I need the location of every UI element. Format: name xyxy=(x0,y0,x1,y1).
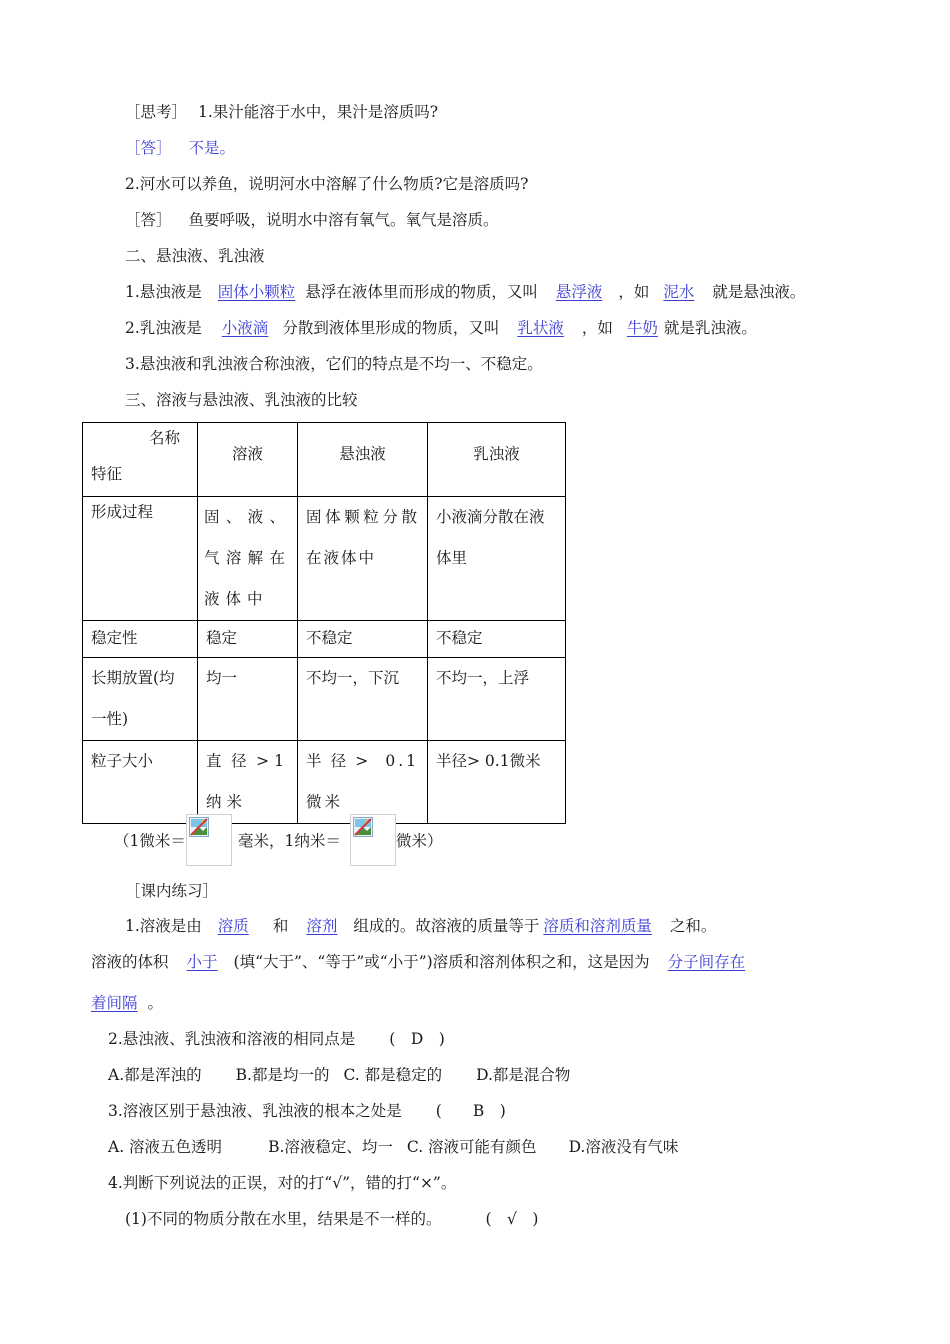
fill-answer: 泥水 xyxy=(663,283,695,301)
section-2-heading: 二、悬浊液、乳浊液 xyxy=(125,247,265,265)
broken-image-icon xyxy=(186,814,232,866)
text: ，如 xyxy=(618,283,650,301)
question-text: 3.溶液区别于悬浊液、乳浊液的根本之处是 xyxy=(108,1102,402,1120)
unit-note-part-2: 毫米，1纳米＝ xyxy=(238,832,341,850)
question-answer: ( √ ) xyxy=(485,1210,539,1228)
fill-answer: 悬浮液 xyxy=(555,283,603,301)
text: 溶液的体积 xyxy=(91,953,169,971)
text: 和 xyxy=(272,917,289,935)
turbid-liquid-note: 3.悬浊液和乳浊液合称浊液，它们的特点是不均一、不稳定。 xyxy=(125,355,543,373)
answer-tag: ［答］ xyxy=(125,211,172,229)
text: 分散到液体里形成的物质，又叫 xyxy=(282,319,500,337)
option: D.溶液没有气味 xyxy=(568,1138,679,1156)
option: C. 溶液可能有颜色 xyxy=(406,1138,537,1156)
emulsion-definition xyxy=(125,317,757,339)
table-corner-cell xyxy=(83,423,198,497)
fill-answer: 小于 xyxy=(186,953,218,971)
exercise-q1-line3 xyxy=(91,992,163,1014)
table-cell: 不稳定 xyxy=(298,621,428,658)
option: A.都是浑浊的 xyxy=(108,1066,202,1084)
text: 之和。 xyxy=(669,917,717,935)
option: B.溶液稳定、均一 xyxy=(268,1138,393,1156)
broken-image-icon xyxy=(350,814,396,866)
text: (填“大于”、“等于”或“小于”)溶质和溶剂体积之和，这是因为 xyxy=(233,953,650,971)
row-label: 长期放置(均一性) xyxy=(83,658,198,741)
table-header-row xyxy=(83,423,566,497)
comparison-table xyxy=(82,422,566,824)
unit-note-part-3: 微米） xyxy=(396,832,443,850)
column-header: 溶液 xyxy=(198,423,298,497)
question-answer: ( D ) xyxy=(389,1030,445,1048)
table-cell: 不均一，下沉 xyxy=(298,658,428,741)
exercise-q2 xyxy=(108,1028,445,1050)
text: ，如 xyxy=(581,319,613,337)
answer-text: 鱼要呼吸，说明水中溶有氧气。氧气是溶质。 xyxy=(188,211,499,229)
table-cell: 均一 xyxy=(198,658,298,741)
fill-answer: 分子间存在 xyxy=(667,953,746,971)
table-row xyxy=(83,658,566,741)
table-cell: 固、液、气溶解在液体中 xyxy=(198,497,298,621)
text: 组成的。故溶液的质量等于 xyxy=(353,917,540,935)
section-3-heading: 三、溶液与悬浊液、乳浊液的比较 xyxy=(125,391,358,409)
corner-top-label: 名称 xyxy=(149,429,181,447)
exercise-q1-line2 xyxy=(91,951,745,973)
text: 悬浮在液体里而形成的物质，又叫 xyxy=(305,283,538,301)
exercise-q2-options xyxy=(108,1064,570,1086)
think-question-1 xyxy=(125,101,438,123)
question-answer: ( B ) xyxy=(435,1102,506,1120)
think-q1-text: 1.果汁能溶于水中，果汁是溶质吗? xyxy=(197,103,439,121)
text: 。 xyxy=(147,994,164,1012)
exercise-q3 xyxy=(108,1100,506,1122)
row-label: 粒子大小 xyxy=(83,741,198,824)
fill-answer: 小液滴 xyxy=(221,319,269,337)
answer-tag: ［答］ xyxy=(125,139,172,157)
table-cell: 不稳定 xyxy=(428,621,566,658)
table-cell: 不均一，上浮 xyxy=(428,658,566,741)
corner-bottom-label: 特征 xyxy=(91,465,123,483)
column-header: 悬浊液 xyxy=(298,423,428,497)
table-row xyxy=(83,497,566,621)
question-text: (1)不同的物质分散在水里，结果是不一样的。 xyxy=(125,1210,442,1228)
option: B.都是均一的 xyxy=(235,1066,330,1084)
answer-text: 不是。 xyxy=(188,139,235,157)
table-row xyxy=(83,621,566,658)
text: 2.乳浊液是 xyxy=(125,319,202,337)
think-answer-1 xyxy=(125,137,235,159)
fill-answer: 溶质 xyxy=(217,917,249,935)
option: A. 溶液五色透明 xyxy=(108,1138,223,1156)
text: 1.悬浊液是 xyxy=(125,283,202,301)
think-tag: ［思考］ xyxy=(125,103,188,121)
row-label: 形成过程 xyxy=(83,497,198,621)
exercise-q4-item-1 xyxy=(125,1208,538,1230)
suspension-definition xyxy=(125,281,805,303)
fill-answer: 溶质和溶剂质量 xyxy=(543,917,652,935)
table-cell: 半径> 0.1微米 xyxy=(428,741,566,824)
text: 就是乳浊液。 xyxy=(663,319,757,337)
exercise-heading: ［课内练习］ xyxy=(125,882,219,900)
text: 1.溶液是由 xyxy=(125,917,202,935)
column-header: 乳浊液 xyxy=(428,423,566,497)
fill-answer: 固体小颗粒 xyxy=(217,283,296,301)
exercise-q1-line1 xyxy=(125,915,716,937)
exercise-q3-options xyxy=(108,1136,678,1158)
fill-answer: 乳状液 xyxy=(517,319,564,337)
table-cell: 稳定 xyxy=(198,621,298,658)
fill-answer: 牛奶 xyxy=(626,319,658,337)
exercise-q4: 4.判断下列说法的正误，对的打“√”，错的打“×”。 xyxy=(108,1174,457,1192)
table-cell: 直径>1纳米 xyxy=(198,741,298,824)
text: 就是悬浊液。 xyxy=(712,283,806,301)
question-text: 2.悬浊液、乳浊液和溶液的相同点是 xyxy=(108,1030,356,1048)
table-cell: 小液滴分散在液体里 xyxy=(428,497,566,621)
option: C. 都是稳定的 xyxy=(343,1066,443,1084)
row-label: 稳定性 xyxy=(83,621,198,658)
unit-note-part-1: （1微米＝ xyxy=(114,832,186,850)
option: D.都是混合物 xyxy=(476,1066,571,1084)
fill-answer: 着间隔 xyxy=(91,994,138,1012)
table-row xyxy=(83,741,566,824)
think-question-2: 2.河水可以养鱼，说明河水中溶解了什么物质?它是溶质吗? xyxy=(125,175,529,193)
table-cell: 半径> 0.1微米 xyxy=(298,741,428,824)
think-answer-2 xyxy=(125,209,498,231)
table-cell: 固体颗粒分散在液体中 xyxy=(298,497,428,621)
fill-answer: 溶剂 xyxy=(306,917,338,935)
